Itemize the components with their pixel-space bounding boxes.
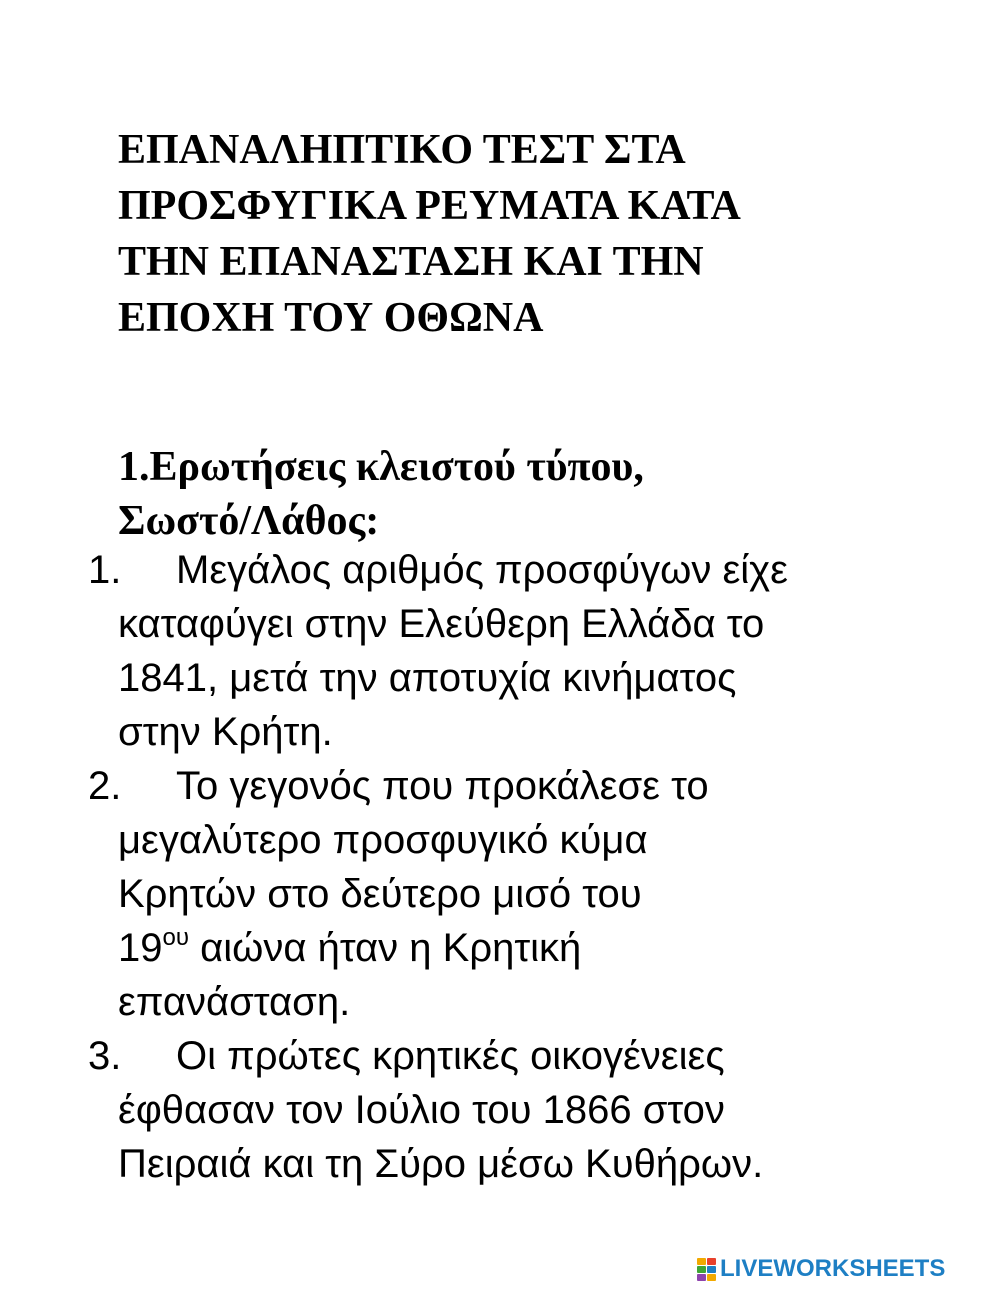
worksheet-title — [118, 122, 918, 346]
question-list — [0, 543, 1000, 1191]
section-heading — [118, 440, 918, 548]
liveworksheets-logo-icon — [697, 1258, 716, 1281]
question-number: 1. — [88, 548, 122, 592]
title-line: ΠΡΟΣΦΥΓΙΚΑ ΡΕΥΜΑΤΑ ΚΑΤΑ — [118, 183, 741, 229]
question-text-line: Μεγάλος αριθμός προσφύγων είχε — [176, 548, 788, 592]
question-text-line: καταφύγει στην Ελεύθερη Ελλάδα το — [118, 602, 765, 646]
question-text-line: Πειραιά και τη Σύρο μέσω Κυθήρων. — [118, 1142, 764, 1186]
question-number: 2. — [88, 764, 122, 808]
title-line: ΕΠΟΧΗ ΤΟΥ ΟΘΩΝΑ — [118, 295, 544, 341]
question-text-line: επανάσταση. — [118, 980, 351, 1024]
logo-block — [697, 1274, 706, 1281]
title-line: ΤΗΝ ΕΠΑΝΑΣΤΑΣΗ ΚΑΙ ΤΗΝ — [118, 239, 704, 285]
logo-block — [707, 1274, 716, 1281]
question-text-line: Οι πρώτες κρητικές οικογένειες — [176, 1034, 725, 1078]
section-heading-line: 1.Ερωτήσεις κλειστού τύπου, — [118, 444, 644, 490]
logo-block — [697, 1266, 706, 1273]
century-rest: αιώνα ήταν η Κρητική — [188, 926, 582, 970]
logo-block — [697, 1258, 706, 1265]
question-number: 3. — [88, 1034, 122, 1078]
liveworksheets-watermark — [697, 1256, 945, 1282]
century-suffix: ου — [162, 924, 189, 951]
title-line: ΕΠΑΝΑΛΗΠΤΙΚΟ ΤΕΣΤ ΣΤΑ — [118, 127, 686, 173]
question-item-2 — [0, 759, 1000, 1029]
question-item-3 — [0, 1029, 1000, 1191]
section-heading-line: Σωστό/Λάθος: — [118, 498, 380, 544]
question-text-line: έφθασαν τον Ιούλιο του 1866 στον — [118, 1088, 725, 1132]
logo-block — [707, 1266, 716, 1273]
question-text-line: Το γεγονός που προκάλεσε το — [176, 764, 709, 808]
logo-block — [707, 1258, 716, 1265]
watermark-text: LIVEWORKSHEETS — [720, 1255, 946, 1282]
question-text-line: 1841, μετά την αποτυχία κινήματος — [118, 656, 737, 700]
century-number: 19 — [118, 926, 163, 970]
question-text-line: στην Κρήτη. — [118, 710, 333, 754]
question-text-line: μεγαλύτερο προσφυγικό κύμα — [118, 818, 648, 862]
question-text-line — [118, 921, 1000, 975]
question-text-line: Κρητών στο δεύτερο μισό του — [118, 872, 642, 916]
question-item-1 — [0, 543, 1000, 759]
